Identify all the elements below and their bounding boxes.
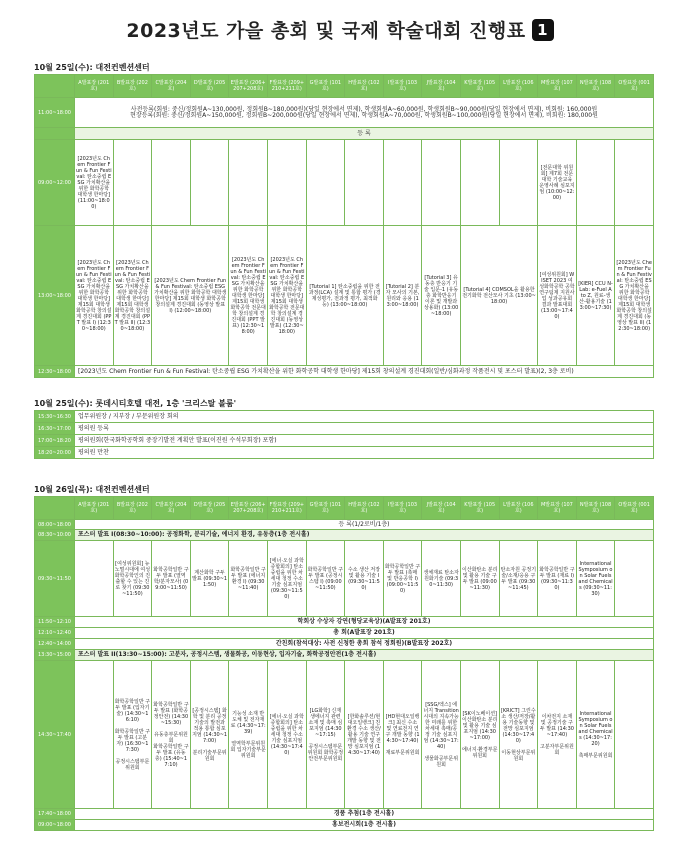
hotel-row-time: 15:30~16:30 bbox=[35, 411, 75, 423]
hotel-row bbox=[35, 411, 654, 423]
hall-header-1: B발표장 (202호) bbox=[113, 497, 152, 520]
session-f-pm: [2023년도 Chem Frontier Fun & Fun Festival: 탄소중립 ESG 가치확산을 위한 화학공학 대학생 한마당] 제15회 대학생 화학공학 전문대학 창의설계 경진대회 (동영상 발표) (12:30~18:00) bbox=[267, 226, 306, 366]
hall-header-1: B발표장 (202호) bbox=[113, 75, 152, 98]
hall-header-5: F발표장 (209+210+211호) bbox=[267, 497, 306, 520]
hall-header-9: J발표장 (104호) bbox=[422, 75, 461, 98]
hall-header-11: L발표장 (106호) bbox=[499, 75, 538, 98]
hotel-row-text: 평의원 만찬 bbox=[75, 447, 654, 459]
hall-header-14: O발표장 (001호) bbox=[615, 497, 654, 520]
morning-row: 09:00~12:00 [2023년도 Chem Frontier Fun & Fun Festival: 탄소중립 ESG 가치확산을 위한 화학공학 대학생 한마당] (11:00~18:00) [전문대학 위원회] 제7회 전문대학 기술교육 운영사례 심포지엄 (10:00~12:00) bbox=[35, 140, 654, 226]
session-j-pm: [Tutorial 3] 유동층 반응기 기술 입문-1 (유동층 화학반응기 이론 및 개발과 상용화) (13:00~18:00) bbox=[422, 226, 461, 366]
hall-header-0: A발표장 (201호) bbox=[75, 497, 114, 520]
registration-row: 11:00~18:00 사전등록(회원: 중신/정회원A~130,000원, 정회원B~180,000원)(당일 현장에서 면제), 학생회원A~60,000원, 학생회원B~90,000원(당일 현장에서 면제), 비회원: 160,000원 현장등록(회원: 중신/정회원A~150,000원, 정회원B~200,000원(당일 현장에서 면제), 학생회원A~70,000원, 학생회원B~100,000원(당일 현장에서 면제), 비회원: 180,000원 bbox=[35, 98, 654, 128]
hall-header-12: M발표장 (107호) bbox=[538, 497, 577, 520]
row-1240: 12:40~14:00 간친회(참석대상: 사전 신청한 총회 참석 정회원)(B발표장 202호) bbox=[35, 639, 654, 650]
session-i-pm: [Tutorial 2] 분자 모사의 기본, 원리와 응용 (13:00~18:00) bbox=[383, 226, 422, 366]
hall-header-4: E발표장 (206+207+208호) bbox=[229, 497, 268, 520]
section3-heading: 10월 26일(목): 대전컨벤션센터 bbox=[34, 485, 150, 494]
hall-header-2: C발표장 (204호) bbox=[152, 75, 191, 98]
exhibit-row: 12:30~18:00 [2023년도 Chem Frontier Fun & Fun Festival: 탄소중립 ESG 가치확산을 위한 화학공학 대학생 한마당] 제15회 창의설계 경진대회(일반/심화과정 작품전시 및 포스터 발표)(2, 3층 로비) bbox=[35, 366, 654, 378]
session-cd-pm: [2023년도 Chem Frontier Fun & Fun Festival: 탄소중립 ESG 가치확산을 위한 화학공학 대학생 한마당] 제15회 대학생 화학공학 창의설계 경진대회 (동영상 발표 I) (12:00~18:00) bbox=[152, 226, 229, 366]
hall-header-12: M발표장 (107호) bbox=[538, 75, 577, 98]
hall-header-6: G발표장 (101호) bbox=[306, 75, 345, 98]
session-m-am: [전문대학 위원회] 제7회 전문대학 기술교육 운영사례 심포지엄 (10:00~12:00) bbox=[538, 140, 577, 226]
exhibit-text: [2023년도 Chem Frontier Fun & Fun Festival: 탄소중립 ESG 가치확산을 위한 화학공학 대학생 한마당] 제15회 창의설계 경진대회(일반/심화과정 작품전시 및 포스터 발표)(2, 3층 로비) bbox=[75, 366, 654, 378]
schedule-table-oct26 bbox=[34, 496, 654, 831]
registration-presale: 사전등록(회원: 중신/정회원A~130,000원, 정회원B~180,000원)(당일 현장에서 면제), 학생회원A~60,000원, 학생회원B~90,000원(당일 현장에서 면제), 비회원: 160,000원 bbox=[130, 105, 598, 113]
session-m-pm: [여성위원회] WISET 2023 여성화학공학 공학연구팀제 지원사업 성과공유회 결과 발표대회 (13:00~17:40) bbox=[538, 226, 577, 366]
schedule-table-oct25 bbox=[34, 74, 654, 378]
section1-heading: 10월 25일(수): 대전컨벤션센터 bbox=[34, 63, 150, 72]
hall-header-8: I발표장 (103호) bbox=[383, 497, 422, 520]
hall-header-2: C발표장 (204호) bbox=[152, 497, 191, 520]
row-0900: 09:00~18:00 홍보전시회(1층 전시홀) bbox=[35, 820, 654, 831]
hall-header-3: D발표장 (205호) bbox=[190, 75, 229, 98]
hotel-row-text: 평의원회(한국화학공학회 중장기발전 계획안 발표(이진원 수석부회장) 포함) bbox=[75, 435, 654, 447]
hall-header-6: G발표장 (101호) bbox=[306, 497, 345, 520]
hall-header-13: N발표장 (108호) bbox=[576, 75, 615, 98]
hall-header-3: D발표장 (205호) bbox=[190, 497, 229, 520]
hotel-row-time: 18:20~20:00 bbox=[35, 447, 75, 459]
row-1330: 13:30~15:00 포스터 발표 II(13:30~15:00): 고분자, 공정시스템, 생물화공, 이동현상, 입자기술, 화학공정안전(1층 전시홀) bbox=[35, 650, 654, 661]
row-1210: 12:10~12:40 총 회(A발표장 201호) bbox=[35, 628, 654, 639]
hotel-row bbox=[35, 447, 654, 459]
row-0830: 08:30~10:00 포스터 발표 I(08:30~10:00): 공정화학, 분리기술, 에너지 환경, 유동층(1층 전시홀) bbox=[35, 530, 654, 541]
hall-header-7: H발표장 (102호) bbox=[345, 497, 384, 520]
hall-header-row bbox=[35, 75, 654, 98]
row-0800: 08:00~18:00 등 록(1/2로비/1층) bbox=[35, 520, 654, 530]
hall-header-9: J발표장 (104호) bbox=[422, 497, 461, 520]
row-pm-sessions: 14:30~17:40 화학공학일반 구두 발표 (입자기술) (14:30~16:10) 화학공학일반 구두 발표 (고분자) (16:30~17:30) 공정시스템부문위원회 화학공학일반 구두 발표 (화학공정안전) (14:30~15:30) 유동층부문위원회 화학공학일반 구두 발표 (유동층) (15:40~17:10) [공정시스템] 화학 및 분리 공정 기술의 발전과 적용 통합 심포지엄 (14:30~17:00) 분리기술부문위원회 기능성 소재 반도체 및 전자재료 (14:30~17:39) 열역학부문위원회 입자기술부문위원회 [에너·오실 과학증합회의] 탄소중립을 위한 차세대 청정 수소 기술 심포지엄 (14:30~17:40) [LG화학] 신재생에너지 관련 소재 및 촉매 심포지엄 (14:30~17:15) 공정시스템부문위원회 화학공정안전부문위원회 [한화솔루션/현대오일뱅크] 친환경 수소 생산/활용 기술 연구개발 동향 및 전망 심포지엄 (14:30~17:40) [HD현대오일뱅크] 최신 수소 및 연료전지 연구 개발 동향 (14:30~17:40) 재료부문위원회 [SSG/엑스] 에너지 Transition 시대의 지속가능한 미래를 위한 차세대 촉매/공정 기술 심포지엄 (14:30~17:40) 생물화공부문위원회 [SK이노베이션] 이산화탄소 분리 및 활용 기술 심포지엄 (14:30~17:00) 에너지·환경부문위원회 [KRICT] 그린수소 생산/저장/활용 기술동향 및 전망 심포지엄 (14:30~17:40) 이동현상부문위원회 이차전지 소재 및 공정기술 구두 발표 (14:30~17:40) 고분자부문위원회 International Symposium on Solar Fuels and Chemicals (14:30~17:20) 촉매부문위원회 bbox=[35, 661, 654, 809]
hall-header-5: F발표장 (209+210+211호) bbox=[267, 75, 306, 98]
hall-header-10: K발표장 (105호) bbox=[460, 75, 499, 98]
hotel-row bbox=[35, 435, 654, 447]
title-number-badge: 1 bbox=[532, 19, 554, 41]
registration-label-row bbox=[35, 128, 654, 140]
session-a-pm: [2023년도 Chem Frontier Fun & Fun Festival: 탄소중립 ESG 가치확산을 위한 화학공학 대학생 한마당] 제15회 대학생 화학공학 창의설계 경진대회 (PPT 발표 I) (12:30~18:00) bbox=[75, 226, 114, 366]
hotel-row-text: 평의원 등록 bbox=[75, 423, 654, 435]
session-gh-pm: [Tutorial 1] 탄소중립을 위한 전과정(LCA) 설계 및 통합 평가 (경제성평가, 전과정 평가, 최적화 등) (13:00~18:00) bbox=[306, 226, 383, 366]
hotel-row-time: 16:30~17:00 bbox=[35, 423, 75, 435]
hall-header-4: E발표장 (206+207+208호) bbox=[229, 75, 268, 98]
schedule-table-hotel bbox=[34, 410, 654, 459]
row-1740: 17:40~18:00 경품 추첨(1층 전시홀) bbox=[35, 809, 654, 820]
hall-header-row bbox=[35, 497, 654, 520]
hall-header-11: L발표장 (106호) bbox=[499, 497, 538, 520]
hall-header-14: O발표장 (001호) bbox=[615, 75, 654, 98]
row-am-sessions: 09:30~11:50 [여성위원회] 뉴노멀시대에 여성화학공학인의 진출할 수 있는 진로 찾기 (09:30~11:50) 화학공학일반 구두 발표 (열역학/분자모사) (09:00~11:50) 계산화학 구두 발표 (09:30~11:50) 화학공학일반 구두 발표 (에너지 환경 I) (09:30~11:40) [에너·오실 과학증합회의] 탄소중립을 위한 차세대 청정 수소 기술 심포지엄 (09:30~11:50) 화학공학일반 구두 발표 (공정시스템 I) (09:00~11:50) 수소 생산 저장 및 활용 기술 I (09:30~11:50) 화학공학일반 구두 발표 (촉매 및 반응공학 I) (09:00~11:50) 생체재료 탄소자원화기술 (09:30~11:30) 이산화탄소 분리 및 활용 기술 구두 발표 (09:00~11:30) 탄소자원 공정기술/소재/응용 구두 발표 (09:30~11:45) 화학공학일반 구두 발표 (재료 I) (09:30~11:30) International Symposium on Solar Fuels and Chemicals (09:30~11:30) bbox=[35, 541, 654, 617]
session-n-pm: [KIER] CCU N-Lab: e-Fuel A to Z, 원료-생산-활용기술 (13:00~17:30) bbox=[576, 226, 615, 366]
session-kl-pm: [Tutorial 4] COMSOL을 활용한 전기화학 전산모사 기초 (13:00~18:00) bbox=[460, 226, 537, 366]
hall-header-8: I발표장 (103호) bbox=[383, 75, 422, 98]
session-o-pm: [2023년도 Chem Frontier Fun & Fun Festival: 탄소중립 ESG 가치확산을 위한 화학공학 대학생 한마당] 제15회 대학생 화학공학 창의설계 경진대회 (동영상 발표 II) (12:30~18:00) bbox=[615, 226, 654, 366]
hall-header-13: N발표장 (108호) bbox=[576, 497, 615, 520]
hotel-row bbox=[35, 423, 654, 435]
row-1150: 11:50~12:10 학회상 수상자 강연(형당교육상)(A발표장 201호) bbox=[35, 617, 654, 628]
session-e-pm: [2023년도 Chem Frontier Fun & Fun Festival: 탄소중립 ESG 가치확산을 위한 화학공학 대학생 한마당] 제15회 대학생 화학공학 전문대학 창의설계 경진대회 (PPT 발표) (12:30~18:00) bbox=[229, 226, 268, 366]
hall-header-7: H발표장 (102호) bbox=[345, 75, 384, 98]
session-a-am: [2023년도 Chem Frontier Fun & Fun Festival: 탄소중립 ESG 가치확산을 위한 화학공학 대학생 한마당] (11:00~18:00) bbox=[75, 140, 114, 226]
hall-header-0: A발표장 (201호) bbox=[75, 75, 114, 98]
hotel-row-text: 업무위원장 / 지부장 / 부문위원장 회의 bbox=[75, 411, 654, 423]
hall-header-10: K발표장 (105호) bbox=[460, 497, 499, 520]
page-title: 2023년도 가을 총회 및 국제 학술대회 진행표 1 bbox=[0, 16, 680, 43]
hotel-row-time: 17:00~18:20 bbox=[35, 435, 75, 447]
session-b-pm: [2023년도 Chem Frontier Fun & Fun Festival: 탄소중립 ESG 가치확산을 위한 화학공학 대학생 한마당] 제15회 대학생 화학공학 창의설계 경진대회 (PPT 발표 II) (12:30~18:00) bbox=[113, 226, 152, 366]
afternoon-row: 13:00~18:00 [2023년도 Chem Frontier Fun & Fun Festival: 탄소중립 ESG 가치확산을 위한 화학공학 대학생 한마당] 제15회 대학생 화학공학 창의설계 경진대회 (PPT 발표 I) (12:30~18:00) [2023년도 Chem Frontier Fun & Fun Festival: 탄소중립 ESG 가치확산을 위한 화학공학 대학생 한마당] 제15회 대학생 화학공학 창의설계 경진대회 (PPT 발표 II) (12:30~18:00) [2023년도 Chem Frontier Fun & Fun Festival: 탄소중립 ESG 가치확산을 위한 화학공학 대학생 한마당] 제15회 대학생 화학공학 창의설계 경진대회 (동영상 발표 I) (12:00~18:00) [2023년도 Chem Frontier Fun & Fun Festival: 탄소중립 ESG 가치확산을 위한 화학공학 대학생 한마당] 제15회 대학생 화학공학 전문대학 창의설계 경진대회 (PPT 발표) (12:30~18:00) [2023년도 Chem Frontier Fun & Fun Festival: 탄소중립 ESG 가치확산을 위한 화학공학 대학생 한마당] 제15회 대학생 화학공학 전문대학 창의설계 경진대회 (동영상 발표) (12:30~18:00) [Tutorial 1] 탄소중립을 위한 전과정(LCA) 설계 및 통합 평가 (경제성평가, 전과정 평가, 최적화 등) (13:00~18:00) [Tutorial 2] 분자 모사의 기본, 원리와 응용 (13:00~18:00) [Tutorial 3] 유동층 반응기 기술 입문-1 (유동층 화학반응기 이론 및 개발과 상용화) (13:00~18:00) [Tutorial 4] COMSOL을 활용한 전기화학 전산모사 기초 (13:00~18:00) [여성위원회] WISET 2023 여성화학공학 공학연구팀제 지원사업 성과공유회 결과 발표대회 (13:00~17:40) [KIER] CCU N-Lab: e-Fuel A to Z, 원료-생산-활용기술 (13:00~17:30) [2023년도 Chem Frontier Fun & Fun Festival: 탄소중립 ESG 가치확산을 위한 화학공학 대학생 한마당] 제15회 대학생 화학공학 창의설계 경진대회 (동영상 발표 II) (12:30~18:00) bbox=[35, 226, 654, 366]
registration-label: 등 록 bbox=[75, 128, 654, 140]
registration-onsite: 현장등록(회원: 중신/정회원A~150,000원, 정회원B~200,000원(당일 현장에서 면제), 학생회원A~70,000원, 학생회원B~100,000원(당일 현장에서 면제), 비회원: 180,000원 bbox=[130, 111, 598, 119]
section2-heading: 10월 25일(수): 롯데시티호텔 대전, 1층 '크리스탈 볼룸' bbox=[34, 399, 237, 408]
